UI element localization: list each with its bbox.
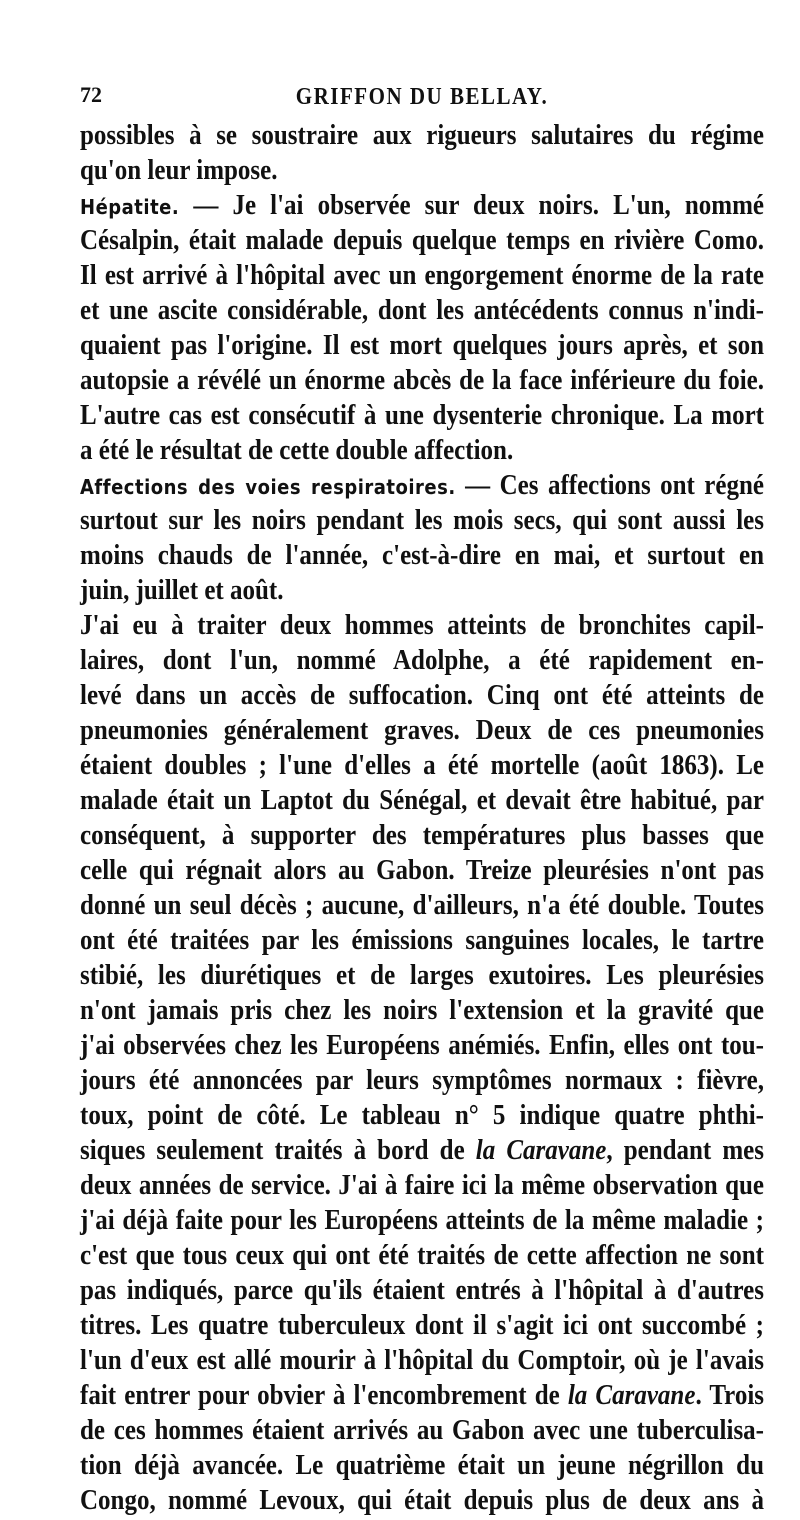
- heading-dash: —: [455, 470, 500, 501]
- text-line: moins chauds de l'année, c'est-à-dire en mai, et surtout en: [80, 540, 764, 571]
- text-line: levé dans un accès de suffocation. Cinq ont été atteints de: [80, 680, 764, 711]
- text-line: [80, 1131, 764, 1170]
- body-text: [80, 118, 764, 1518]
- text-line: étaient doubles ; l'une d'elles a été mortelle (août 1863). Le: [80, 750, 764, 781]
- text-line: de ces hommes étaient arrivés au Gabon avec une tuberculisa-: [80, 1415, 764, 1446]
- text-line: n'ont jamais pris chez les noirs l'extension et la gravité que: [80, 995, 764, 1026]
- text-line: jours été annoncées par leurs symptômes normaux : fièvre,: [80, 1065, 764, 1096]
- text-run: Je l'ai observée sur deux noirs. L'un, nommé: [232, 190, 765, 221]
- heading-dash: —: [179, 190, 233, 221]
- text-run: Ces affections ont régné: [499, 470, 765, 501]
- text-run: siques seulement traités à bord de: [80, 1135, 465, 1166]
- text-line: Congo, nommé Levoux, qui était depuis plus de deux ans à: [80, 1485, 764, 1516]
- text-line: qu'on leur impose.: [80, 155, 278, 186]
- text-run: fait entrer pour obvier à l'encombrement de: [80, 1380, 560, 1411]
- text-line: [80, 1376, 764, 1415]
- text-line: [80, 186, 764, 225]
- text-line: titres. Les quatre tuberculeux dont il s'agit ici ont succombé ;: [80, 1310, 764, 1341]
- text-run: , pendant mes: [606, 1135, 765, 1166]
- text-line: a été le résultat de cette double affection.: [80, 435, 514, 466]
- text-line: L'autre cas est consécutif à une dysenterie chronique. La mort: [80, 400, 764, 431]
- text-run: . Trois: [695, 1380, 765, 1411]
- text-line: autopsie a révélé un énorme abcès de la face inférieure du foie.: [80, 365, 764, 396]
- text-line: tion déjà avancée. Le quatrième était un jeune négrillon du: [80, 1450, 764, 1481]
- text-line: conséquent, à supporter des températures plus basses que: [80, 820, 764, 851]
- text-line: c'est que tous ceux qui ont été traités de cette affection ne sont: [80, 1240, 764, 1271]
- text-line: toux, point de côté. Le tableau n° 5 indique quatre phthi-: [80, 1100, 764, 1131]
- text-line: possibles à se soustraire aux rigueurs salutaires du régime: [80, 120, 764, 151]
- text-line: pas indiqués, parce qu'ils étaient entrés à l'hôpital à d'autres: [80, 1275, 764, 1306]
- text-line: donné un seul décès ; aucune, d'ailleurs, n'a été double. Toutes: [80, 890, 764, 921]
- running-title: GRIFFON DU BELLAY.: [295, 82, 549, 110]
- running-head: [80, 82, 764, 112]
- text-line: stibié, les diurétiques et de larges exutoires. Les pleurésies: [80, 960, 764, 991]
- section-heading-voies-respiratoires: Affections des voies respiratoires.: [80, 475, 456, 500]
- page-number: 72: [80, 82, 102, 107]
- text-line: Césalpin, était malade depuis quelque temps en rivière Como.: [80, 225, 764, 256]
- text-line: celle qui régnait alors au Gabon. Treize pleurésies n'ont pas: [80, 855, 764, 886]
- text-line: pneumonies généralement graves. Deux de ces pneumonies: [80, 715, 764, 746]
- text-line: j'ai déjà faite pour les Européens atteints de la même maladie ;: [80, 1205, 764, 1236]
- text-line: l'un d'eux est allé mourir à l'hôpital du Comptoir, où je l'avais: [80, 1345, 764, 1376]
- italic-ship-name: la Caravane: [475, 1135, 607, 1166]
- text-line: [80, 466, 764, 505]
- text-line: juin, juillet et août.: [80, 575, 284, 606]
- text-line: j'ai observées chez les Européens anémiés. Enfin, elles ont tou-: [80, 1030, 764, 1061]
- text-line: Il est arrivé à l'hôpital avec un engorgement énorme de la rate: [80, 260, 764, 291]
- text-line: et une ascite considérable, dont les antécédents connus n'indi-: [80, 295, 764, 326]
- text-line: deux années de service. J'ai à faire ici la même observation que: [80, 1170, 764, 1201]
- text-line: laires, dont l'un, nommé Adolphe, a été rapidement en-: [80, 645, 764, 676]
- text-line: ont été traitées par les émissions sanguines locales, le tartre: [80, 925, 764, 956]
- italic-ship-name: la Caravane: [567, 1380, 696, 1411]
- section-heading-hepatite: Hépatite.: [80, 195, 180, 220]
- text-line: malade était un Laptot du Sénégal, et devait être habitué, par: [80, 785, 764, 816]
- text-line: J'ai eu à traiter deux hommes atteints de bronchites capil-: [80, 610, 764, 641]
- text-line: quaient pas l'origine. Il est mort quelques jours après, et son: [80, 330, 764, 361]
- text-line: surtout sur les noirs pendant les mois secs, qui sont aussi les: [80, 505, 764, 536]
